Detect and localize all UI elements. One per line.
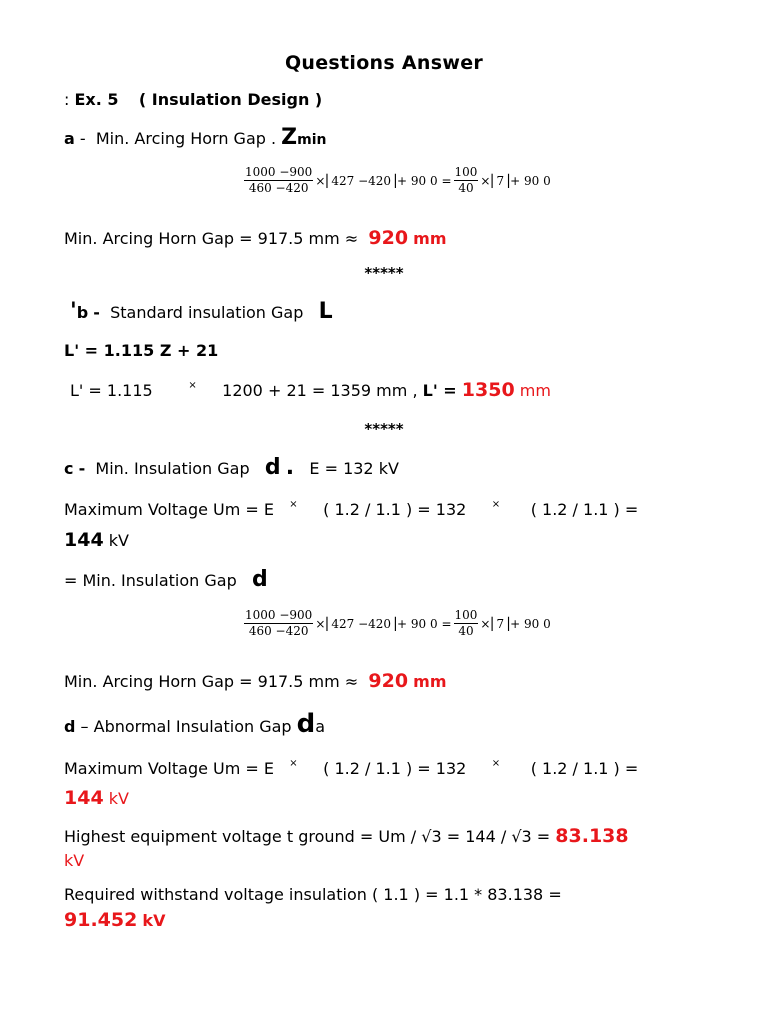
part-a-heading: a - Min. Arcing Horn Gap . Zmin [64, 125, 327, 150]
part-d-vmax: Maximum Voltage Um = E × ( 1.2 / 1.1 ) = 132 × ( 1.2 / 1.1 ) = [64, 758, 639, 778]
part-c-result: Min. Arcing Horn Gap = 917.5 mm ≈ 920 mm [64, 670, 447, 692]
part-c-vmax-value: 144 kV [64, 529, 129, 551]
part-d-required-withstand-value: 91.452 kV [64, 909, 166, 931]
part-a-result: Min. Arcing Horn Gap = 917.5 mm ≈ 920 mm [64, 227, 447, 249]
page-title: Questions Answer [284, 52, 484, 74]
formula-c: $\frac{1000 -900}{460 -420}$ ×⎜427 −420⎟+ 90 0 = $\frac{100}{40}$ ×⎜7⎟+ 90 0 [245, 608, 551, 638]
separator-2: ***** [364, 420, 404, 438]
part-c-eq: = Min. Insulation Gap d [64, 567, 268, 592]
part-b-equation: L' = 1.115 Z + 21 [64, 341, 219, 360]
part-d-highest-voltage: Highest equipment voltage t ground = Um / √3 = 144 / √3 = 83.138 [64, 825, 629, 847]
part-d-highest-voltage-unit: kV [64, 851, 85, 870]
part-d-vmax-value: 144 kV [64, 787, 129, 809]
exercise-heading: : Ex. 5 ( Insulation Design ) [64, 90, 323, 109]
part-d-heading: d – Abnormal Insulation Gap da [64, 709, 326, 739]
part-c-heading: c - Min. Insulation Gap d . E = 132 kV [64, 455, 399, 480]
part-b-calc: L' = 1.115 × 1200 + 21 = 1359 mm , L' = 1350 mm [70, 379, 551, 401]
part-d-required-withstand: Required withstand voltage insulation ( 1.1 ) = 1.1 * 83.138 = [64, 885, 562, 904]
part-c-vmax: Maximum Voltage Um = E × ( 1.2 / 1.1 ) = 132 × ( 1.2 / 1.1 ) = [64, 499, 639, 519]
formula-a: $\frac{1000 -900}{460 -420}$ ×⎜427 −420⎟+ 90 0 = $\frac{100}{40}$ ×⎜7⎟+ 90 0 [245, 165, 551, 195]
separator-1: ***** [364, 264, 404, 282]
part-b-heading: 'b - Standard insulation Gap L [70, 299, 333, 324]
